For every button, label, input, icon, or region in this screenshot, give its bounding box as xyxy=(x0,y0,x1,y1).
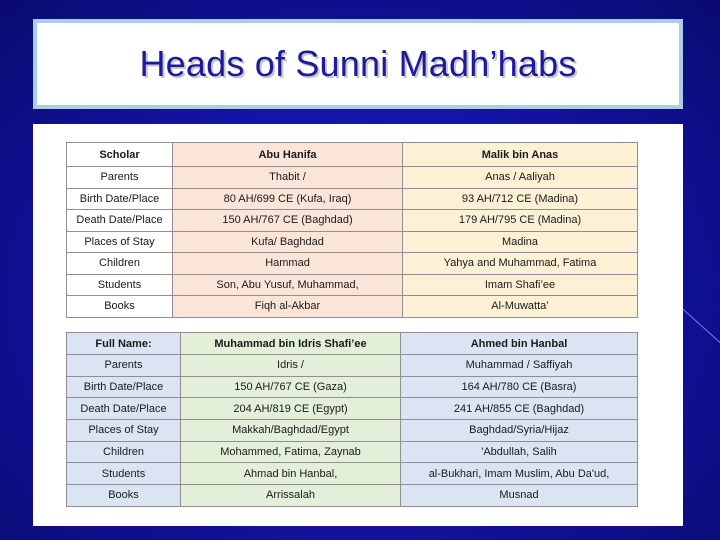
table-row xyxy=(67,210,638,232)
header-cell: Abu Hanifa xyxy=(173,143,403,167)
table-header-row xyxy=(67,333,638,355)
table-cell: Idris / xyxy=(181,355,401,377)
row-label: Death Date/Place xyxy=(67,398,181,420)
table-row xyxy=(67,167,638,189)
row-label: Birth Date/Place xyxy=(67,376,181,398)
row-label: Children xyxy=(67,441,181,463)
header-cell: Full Name: xyxy=(67,333,181,355)
table-row xyxy=(67,376,638,398)
table-cell: Hammad xyxy=(173,253,403,275)
table-cell: 93 AH/712 CE (Madina) xyxy=(403,188,638,210)
table-row xyxy=(67,296,638,318)
table-cell: Baghdad/Syria/Hijaz xyxy=(401,420,638,442)
table-cell: Makkah/Baghdad/Egypt xyxy=(181,420,401,442)
table-cell: Anas / Aaliyah xyxy=(403,167,638,189)
table-cell: Imam Shafi’ee xyxy=(403,274,638,296)
table-row xyxy=(67,420,638,442)
table-cell: 150 AH/767 CE (Gaza) xyxy=(181,376,401,398)
table-header-row xyxy=(67,143,638,167)
table-cell: 'Abdullah, Salih xyxy=(401,441,638,463)
table-cell: Mohammed, Fatima, Zaynab xyxy=(181,441,401,463)
row-label: Birth Date/Place xyxy=(67,188,173,210)
table-row xyxy=(67,274,638,296)
table-row xyxy=(67,441,638,463)
header-cell: Malik bin Anas xyxy=(403,143,638,167)
table-cell: Al-Muwatta’ xyxy=(403,296,638,318)
slide-title: Heads of Sunni Madh’habs xyxy=(139,43,577,84)
table-row xyxy=(67,253,638,275)
table-cell: Ahmad bin Hanbal, xyxy=(181,463,401,485)
row-label: Books xyxy=(67,296,173,318)
row-label: Books xyxy=(67,485,181,507)
table-row xyxy=(67,231,638,253)
table-cell: 179 AH/795 CE (Madina) xyxy=(403,210,638,232)
row-label: Children xyxy=(67,253,173,275)
table-cell: 80 AH/699 CE (Kufa, Iraq) xyxy=(173,188,403,210)
table-cell: 150 AH/767 CE (Baghdad) xyxy=(173,210,403,232)
row-label: Places of Stay xyxy=(67,231,173,253)
table-cell: Yahya and Muhammad, Fatima xyxy=(403,253,638,275)
header-cell: Scholar xyxy=(67,143,173,167)
row-label: Students xyxy=(67,463,181,485)
table-cell: 241 AH/855 CE (Baghdad) xyxy=(401,398,638,420)
content-panel xyxy=(33,124,683,526)
table-cell: Muhammad / Saffiyah xyxy=(401,355,638,377)
row-label: Students xyxy=(67,274,173,296)
table-cell: Son, Abu Yusuf, Muhammad, xyxy=(173,274,403,296)
table-cell: 164 AH/780 CE (Basra) xyxy=(401,376,638,398)
table-row xyxy=(67,355,638,377)
title-box xyxy=(33,19,683,109)
table-cell: Musnad xyxy=(401,485,638,507)
table-row xyxy=(67,188,638,210)
table-cell: Thabit / xyxy=(173,167,403,189)
table-cell: Kufa/ Baghdad xyxy=(173,231,403,253)
table-row xyxy=(67,463,638,485)
table-cell: Arrissalah xyxy=(181,485,401,507)
table-cell: al-Bukhari, Imam Muslim, Abu Da'ud, xyxy=(401,463,638,485)
table-cell: Madina xyxy=(403,231,638,253)
table-shafiee-hanbal xyxy=(66,332,638,507)
row-label: Parents xyxy=(67,355,181,377)
row-label: Death Date/Place xyxy=(67,210,173,232)
header-cell: Muhammad bin Idris Shafi’ee xyxy=(181,333,401,355)
table-row xyxy=(67,485,638,507)
row-label: Parents xyxy=(67,167,173,189)
table-cell: Fiqh al-Akbar xyxy=(173,296,403,318)
header-cell: Ahmed bin Hanbal xyxy=(401,333,638,355)
table-malik-hanifa xyxy=(66,142,638,318)
table-row xyxy=(67,398,638,420)
table-cell: 204 AH/819 CE (Egypt) xyxy=(181,398,401,420)
row-label: Places of Stay xyxy=(67,420,181,442)
